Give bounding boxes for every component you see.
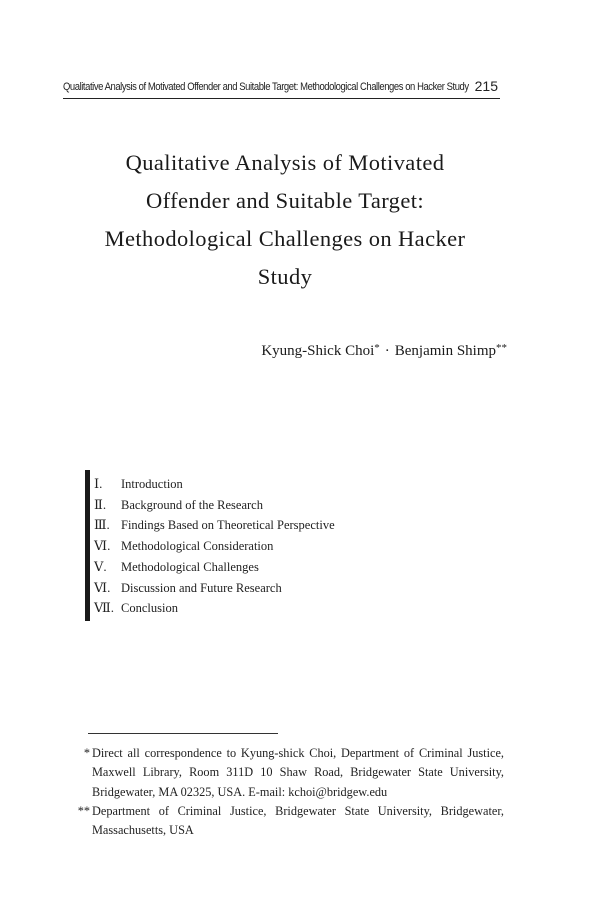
author-name: Kyung-Shick Choi	[261, 343, 375, 359]
toc-item	[94, 474, 335, 495]
footnote-mark: **	[77, 803, 90, 818]
toc-number: Ⅰ.	[94, 476, 103, 491]
toc-label: Conclusion	[121, 601, 178, 616]
toc-item	[94, 557, 335, 578]
title-line: Study	[257, 264, 313, 289]
toc-label: Discussion and Future Research	[121, 580, 282, 595]
author-line	[261, 342, 507, 360]
footnote-divider	[88, 733, 278, 734]
toc-number: Ⅴ.	[94, 558, 107, 574]
author-footnote-mark: *	[374, 342, 380, 354]
toc-number: Ⅵ.	[94, 538, 111, 554]
toc-label: Methodological Challenges	[121, 559, 259, 574]
toc-item	[94, 515, 335, 536]
table-of-contents	[85, 470, 335, 621]
paper-title	[70, 144, 500, 296]
footnote	[74, 744, 504, 802]
toc-number: Ⅱ.	[94, 496, 107, 512]
author-separator: ·	[384, 343, 390, 359]
author-name: Benjamin Shimp	[394, 343, 496, 359]
toc-label: Findings Based on Theoretical Perspective	[121, 518, 335, 533]
title-line: Qualitative Analysis of Motivated	[125, 150, 445, 175]
running-header	[63, 78, 500, 99]
running-title: Qualitative Analysis of Motivated Offender and Suitable Target: Methodological Challenges on Hacker Study	[63, 81, 469, 93]
author-footnote-mark: **	[496, 342, 507, 354]
title-line: Methodological Challenges on Hacker	[104, 226, 466, 251]
page-number: 215	[474, 78, 498, 94]
toc-number: Ⅵ.	[94, 579, 111, 595]
toc-item	[94, 495, 335, 516]
footnotes	[74, 744, 504, 840]
toc-label: Methodological Consideration	[121, 539, 274, 554]
toc-item	[94, 598, 335, 619]
footnote-text: Direct all correspondence to Kyung-shick Choi, Department of Criminal Justice, Maxwell Library, Room 311D 10 Shaw Road, Bridgewater State University, Bridgewater, MA 02325, USA. E-mail: kchoi@bridgew.edu	[92, 746, 504, 799]
footnote-text: Department of Criminal Justice, Bridgewater State University, Bridgewater, Massachusetts, USA	[92, 803, 504, 838]
toc-number: Ⅶ.	[94, 600, 115, 616]
footnote	[74, 802, 504, 841]
toc-number: Ⅲ.	[94, 517, 110, 533]
toc-item	[94, 578, 335, 599]
toc-label: Background of the Research	[121, 497, 263, 512]
toc-item	[94, 536, 335, 557]
title-line: Offender and Suitable Target:	[145, 188, 425, 213]
footnote-mark: *	[83, 746, 90, 760]
toc-label: Introduction	[121, 477, 183, 491]
